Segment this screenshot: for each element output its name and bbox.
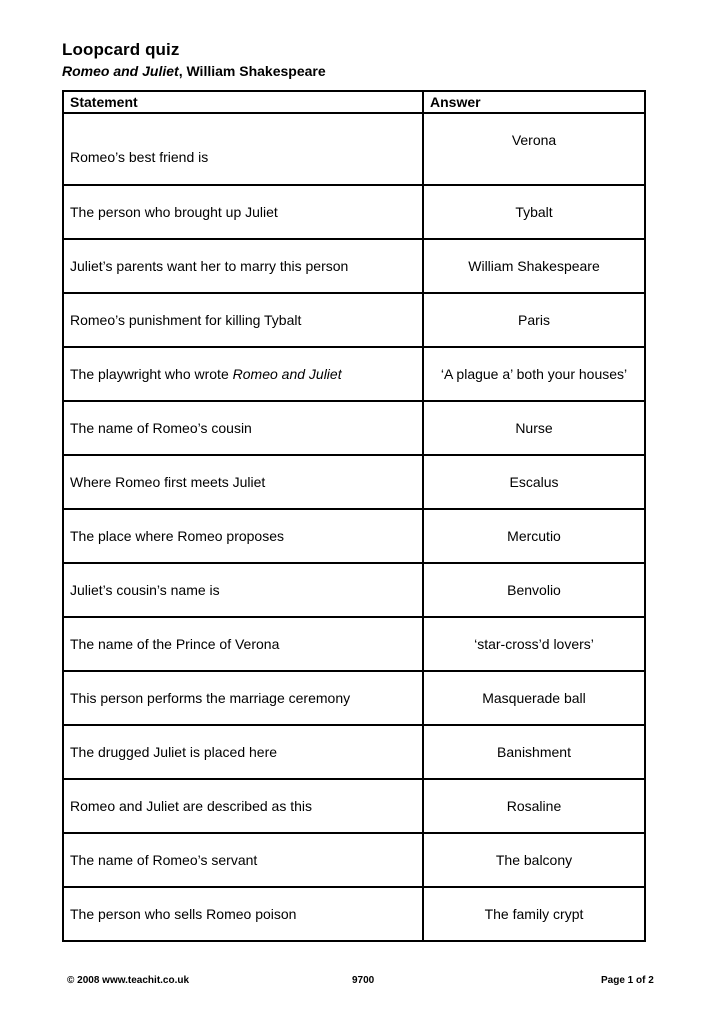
statement-cell: Romeo and Juliet are described as this — [63, 779, 423, 833]
column-header-statement: Statement — [63, 91, 423, 113]
table-row — [63, 347, 645, 401]
answer-cell: Benvolio — [423, 563, 645, 617]
answer-cell: The balcony — [423, 833, 645, 887]
statement-cell: Where Romeo first meets Juliet — [63, 455, 423, 509]
answer-cell: Masquerade ball — [423, 671, 645, 725]
table-row — [63, 455, 645, 509]
answer-cell: The family crypt — [423, 887, 645, 941]
subtitle-play-title: Romeo and Juliet — [62, 63, 179, 79]
statement-cell: The place where Romeo proposes — [63, 509, 423, 563]
statement-play-title: Romeo and Juliet — [232, 366, 342, 382]
answer-cell: Tybalt — [423, 185, 645, 239]
statement-cell: The drugged Juliet is placed here — [63, 725, 423, 779]
answer-cell: Banishment — [423, 725, 645, 779]
statement-cell: The name of Romeo’s servant — [63, 833, 423, 887]
statement-cell — [63, 347, 423, 401]
answer-cell: Escalus — [423, 455, 645, 509]
statement-cell: Juliet’s parents want her to marry this person — [63, 239, 423, 293]
statement-cell: Romeo’s punishment for killing Tybalt — [63, 293, 423, 347]
statement-cell: This person performs the marriage ceremony — [63, 671, 423, 725]
quiz-table — [62, 90, 646, 942]
answer-cell: Mercutio — [423, 509, 645, 563]
table-row — [63, 617, 645, 671]
table-row — [63, 725, 645, 779]
answer-cell: Rosaline — [423, 779, 645, 833]
table-row — [63, 833, 645, 887]
page-subtitle — [62, 63, 326, 79]
table-row — [63, 887, 645, 941]
page-title: Loopcard quiz — [62, 40, 180, 59]
table-row — [63, 563, 645, 617]
table-row — [63, 239, 645, 293]
answer-cell: Verona — [423, 113, 645, 185]
statement-cell: The person who sells Romeo poison — [63, 887, 423, 941]
statement-cell: The name of the Prince of Verona — [63, 617, 423, 671]
table-row — [63, 401, 645, 455]
answer-cell: ‘star-cross’d lovers’ — [423, 617, 645, 671]
statement-text: The playwright who wrote — [70, 366, 233, 382]
subtitle-author: , William Shakespeare — [178, 63, 326, 79]
table-row — [63, 185, 645, 239]
statement-cell: Romeo’s best friend is — [63, 113, 423, 185]
table-row — [63, 671, 645, 725]
table-row — [63, 509, 645, 563]
answer-cell: Paris — [423, 293, 645, 347]
answer-cell: William Shakespeare — [423, 239, 645, 293]
statement-cell: The name of Romeo’s cousin — [63, 401, 423, 455]
table-header-row — [63, 91, 645, 113]
table-row — [63, 113, 645, 185]
column-header-answer: Answer — [423, 91, 645, 113]
table-row — [63, 293, 645, 347]
footer-page-number: Page 1 of 2 — [601, 975, 654, 986]
statement-cell: Juliet’s cousin’s name is — [63, 563, 423, 617]
answer-cell: Nurse — [423, 401, 645, 455]
footer-code: 9700 — [352, 975, 375, 986]
answer-cell: ‘A plague a’ both your houses’ — [423, 347, 645, 401]
statement-cell: The person who brought up Juliet — [63, 185, 423, 239]
table-row — [63, 779, 645, 833]
footer-copyright: © 2008 www.teachit.co.uk — [67, 975, 190, 986]
